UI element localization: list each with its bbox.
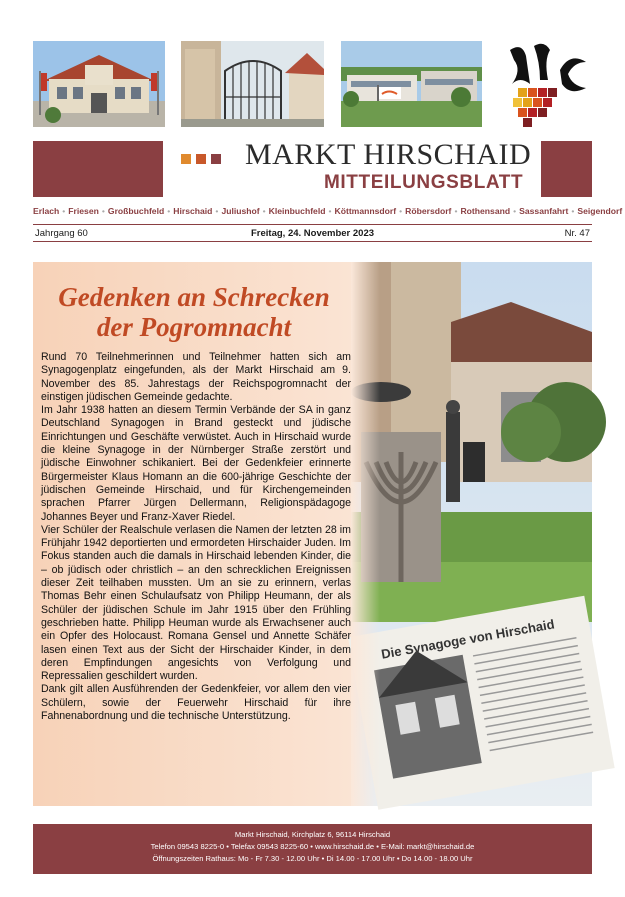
village-name: Juliushof (221, 206, 260, 216)
article-paragraph: Dank gilt allen Ausführenden der Gedenkfeier, vor allem den vier Schülern, sowie der Feuerwehr Hirschaid für ihre Fahnenabordnung und die technische Unterstützung. (41, 683, 351, 723)
footer-hours: Öffnungszeiten Rathaus: Mo - Fr 7.30 - 12.00 Uhr • Di 14.00 - 17.00 Uhr • Do 14.00 - 18.00 Uhr (152, 854, 473, 863)
markt-hirschaid-logo (500, 40, 592, 130)
village-separator: • (571, 206, 575, 216)
village-separator: • (62, 206, 66, 216)
town-hall-photo (33, 41, 165, 127)
village-name: Rothensand (460, 206, 511, 216)
gate-photo (181, 41, 324, 127)
masthead-subtitle: MITTEILUNGSBLATT (324, 172, 524, 193)
article-body (41, 351, 351, 723)
headline-line-2: der Pogromnacht (96, 312, 292, 342)
village-list (33, 206, 623, 216)
village-separator: • (328, 206, 332, 216)
article-paragraph: Vier Schüler der Realschule verlasen die Namen der letzten 28 im Frühjahr 1942 deportierten und ermordeten Hirschaider Juden. Im Fokus standen auch die damals in Hirschaid lebenden Kinder, die – ob jüdisch oder christlich – an den schrecklichen Ereignissen dieser Zeit teilhaben mussten. Um an sie zu erinnern, verlas Thomas Behr einen Schulaufsatz von Philipp Heumann, der als Schüler der jüdischen Schule im Jahr 1915 über den Frühling geschrieben hatte. Philipp Heuman wurde als Erwachsener auch ein Opfer des Holocaust. Romana Gensel und Annette Schäfer lasen einen Text aus der Sicht der Hirschaider Kinder, in dem deren Empfindungen angesichts von Verfolgung und Repressalien geschildert wurden. (41, 523, 351, 683)
footer (33, 824, 592, 874)
village-name: Friesen (68, 206, 99, 216)
issue-date: Freitag, 24. November 2023 (251, 228, 375, 239)
masthead-color-block-right (541, 141, 592, 197)
village-name: Köttmannsdorf (334, 206, 397, 216)
school-building-photo (341, 41, 482, 127)
article-card (33, 262, 592, 806)
village-name: Erlach (33, 206, 60, 216)
village-separator: • (262, 206, 266, 216)
village-name: Seigendorf (577, 206, 623, 216)
village-name: Großbuchfeld (107, 206, 165, 216)
masthead-title: MARKT HIRSCHAID (245, 138, 532, 171)
memorial-photo (351, 262, 592, 806)
title-decoration-squares (181, 151, 226, 169)
issue-info-bar (33, 224, 592, 242)
village-name: Hirschaid (173, 206, 213, 216)
village-name: Sassanfahrt (519, 206, 569, 216)
village-name: Röbersdorf (405, 206, 452, 216)
village-name: Kleinbuchfeld (268, 206, 326, 216)
village-separator: • (454, 206, 458, 216)
issue-number: Nr. 47 (564, 228, 590, 239)
village-separator: • (167, 206, 171, 216)
footer-address: Markt Hirschaid, Kirchplatz 6, 96114 Hirschaid (234, 830, 391, 839)
article-paragraph: Rund 70 Teilnehmerinnen und Teilnehmer hatten sich am Synagogenplatz eingefunden, als der Markt Hirschaid am 9. November des 85. Jahrestags der Reichspogromnacht der einstigen jüdischen Gemeinde gedachte. (41, 351, 351, 403)
article-paragraph: Im Jahr 1938 hatten an diesem Termin Verbände der SA in ganz Deutschland Synagogen in Brand gesteckt und jüdische Einrichtungen und Geschäfte verwüstet. Auch in Hirschaid wurde die kleine Synagoge in der Nürnberger Straße zerstört und jüdische Einwohner schikaniert. Bei der Gedenkfeier erinnerte Bürgermeister Klaus Homann an die 600-jährige Geschichte der jüdischen Gemeinde Hirschaid, und für Kirchengemeinden sprachen Pfarrer Jürgen Dellermann, Religionspädagoge Johannes Beyer und Franz-Xaver Riedel. (41, 404, 351, 523)
masthead-color-block-left (33, 141, 163, 197)
village-separator: • (399, 206, 403, 216)
village-separator: • (513, 206, 517, 216)
headline-line-1: Gedenken an Schrecken (58, 282, 330, 312)
issue-volume: Jahrgang 60 (35, 228, 88, 239)
footer-contact: Telefon 09543 8225-0 • Telefax 09543 8225-60 • www.hirschaid.de • E-Mail: markt@hirschaid.de (150, 842, 475, 851)
village-separator: • (101, 206, 105, 216)
article-headline (41, 282, 347, 342)
village-separator: • (215, 206, 219, 216)
